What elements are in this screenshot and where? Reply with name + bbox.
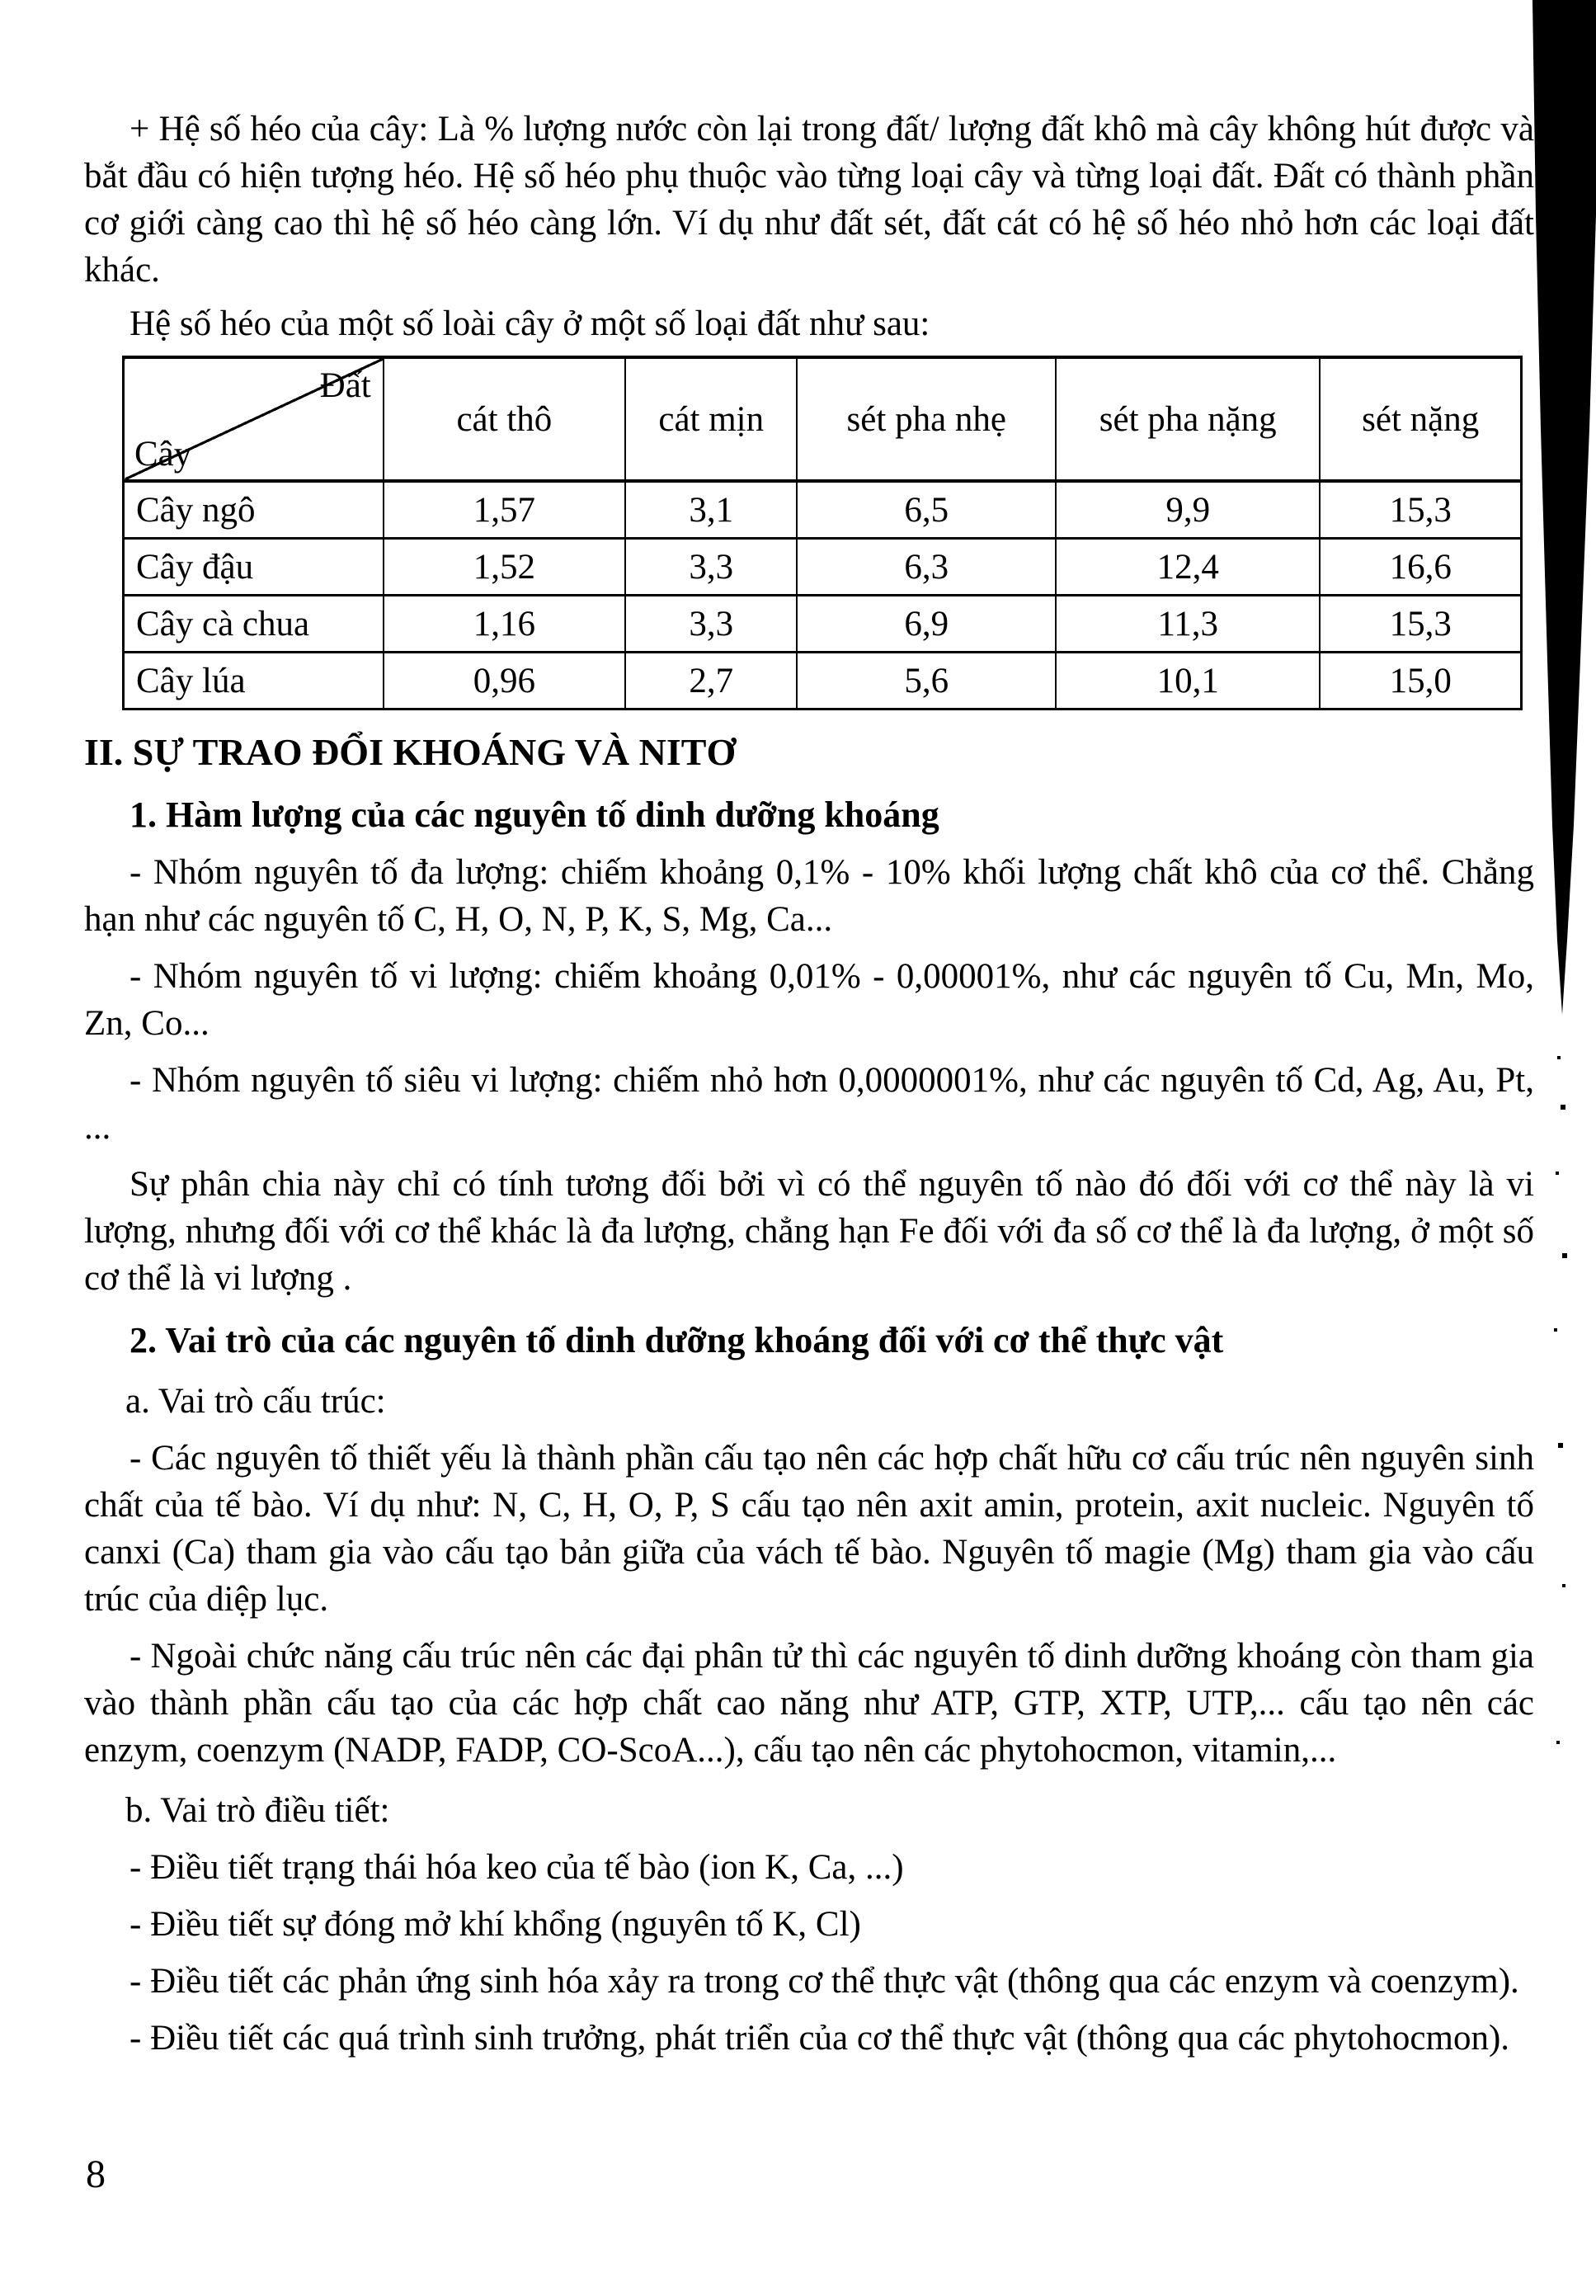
table-caption: Hệ số héo của một số loài cây ở một số loại đất như sau: bbox=[129, 304, 930, 343]
page-number: 8 bbox=[86, 2152, 106, 2196]
table-corner-cell bbox=[124, 357, 384, 481]
table-header-row bbox=[124, 357, 1522, 481]
cell-value: 9,9 bbox=[1056, 481, 1320, 539]
list-item: - Điều tiết các phản ứng sinh hóa xảy ra trong cơ thể thực vật (thông qua các enzym và coenzym). bbox=[129, 1962, 1519, 2001]
column-header: sét pha nặng bbox=[1056, 357, 1320, 481]
intro-paragraph: + Hệ số héo của cây: Là % lượng nước còn lại trong đất/ lượng đất khô mà cây không hút được và bắt đầu có hiện tượng héo. Hệ số héo phụ thuộc vào từng loại cây và từng loại đất. Đất có thành phần cơ giới càng cao thì hệ số héo càng lớn. Ví dụ như đất sét, đất cát có hệ số héo nhỏ hơn các loại đất khác. bbox=[84, 110, 1534, 290]
table-row bbox=[124, 596, 1522, 653]
paragraph-structural-role-1: - Các nguyên tố thiết yếu là thành phần cấu tạo nên các hợp chất hữu cơ cấu trúc nên nguyên sinh chất của tế bào. Ví dụ như: N, C, H, O, P, S cấu tạo nên axit amin, protein, axit nucleic. Nguyên tố canxi (Ca) tham gia vào cấu tạo bản giữa của vách tế bào. Nguyên tố magie (Mg) tham gia vào cấu trúc của diệp lục. bbox=[84, 1439, 1534, 1619]
table-row bbox=[124, 481, 1522, 539]
table-row bbox=[124, 653, 1522, 710]
cell-value: 16,6 bbox=[1320, 539, 1521, 596]
column-header: cát mịn bbox=[625, 357, 797, 481]
paragraph-ultramicro-elements: - Nhóm nguyên tố siêu vi lượng: chiếm nhỏ hơn 0,0000001%, như các nguyên tố Cd, Ag, Au, Pt, ... bbox=[84, 1061, 1534, 1147]
cell-value: 3,3 bbox=[625, 539, 797, 596]
cell-value: 15,3 bbox=[1320, 481, 1521, 539]
list-item: - Điều tiết các quá trình sinh trưởng, phát triển của cơ thể thực vật (thông qua các phytohocmon). bbox=[129, 2019, 1510, 2058]
section-heading: II. SỰ TRAO ĐỔI KHOÁNG VÀ NITƠ bbox=[84, 731, 737, 773]
wilting-table-body bbox=[124, 481, 1522, 710]
paragraph-macro-elements: - Nhóm nguyên tố đa lượng: chiếm khoảng 0,1% - 10% khối lượng chất khô của cơ thể. Chẳng hạn như các nguyên tố C, H, O, N, P, K, S, Mg, Ca... bbox=[84, 853, 1534, 939]
cell-value: 15,0 bbox=[1320, 653, 1521, 710]
cell-value: 15,3 bbox=[1320, 596, 1521, 653]
cell-value: 11,3 bbox=[1056, 596, 1320, 653]
cell-value: 1,52 bbox=[384, 539, 625, 596]
row-label: Cây cà chua bbox=[124, 596, 384, 653]
column-header: sét nặng bbox=[1320, 357, 1521, 481]
scan-binding-shadow bbox=[1526, 0, 1596, 1485]
list-item: - Điều tiết sự đóng mở khí khổng (nguyên tố K, Cl) bbox=[129, 1905, 861, 1944]
regulation-list bbox=[84, 1844, 1534, 2062]
cell-value: 3,1 bbox=[625, 481, 797, 539]
column-header: cát thô bbox=[384, 357, 625, 481]
scan-noise-speckles bbox=[1557, 1056, 1561, 1059]
row-label: Cây ngô bbox=[124, 481, 384, 539]
cell-value: 5,6 bbox=[797, 653, 1056, 710]
table-row bbox=[124, 539, 1522, 596]
row-label: Cây lúa bbox=[124, 653, 384, 710]
subsection-2-heading: 2. Vai trò của các nguyên tố dinh dưỡng khoáng đối với cơ thể thực vật bbox=[129, 1320, 1224, 1360]
cell-value: 6,5 bbox=[797, 481, 1056, 539]
paragraph-structural-role-2: - Ngoài chức năng cấu trúc nên các đại phân tử thì các nguyên tố dinh dưỡng khoáng còn tham gia vào thành phần cấu tạo của các hợp chất cao năng như ATP, GTP, XTP, UTP,... cấu tạo nên các enzym, coenzym (NADP, FADP, CO-ScoA...), cấu tạo nên các phytohocmon, vitamin,... bbox=[84, 1637, 1534, 1770]
cell-value: 1,57 bbox=[384, 481, 625, 539]
cell-value: 0,96 bbox=[384, 653, 625, 710]
wilting-coefficient-table bbox=[122, 356, 1523, 710]
cell-value: 12,4 bbox=[1056, 539, 1320, 596]
cell-value: 6,9 bbox=[797, 596, 1056, 653]
corner-label-dat: Đất bbox=[319, 366, 371, 405]
list-item: - Điều tiết trạng thái hóa keo của tế bào (ion K, Ca, ...) bbox=[129, 1848, 904, 1887]
cell-value: 10,1 bbox=[1056, 653, 1320, 710]
row-label: Cây đậu bbox=[124, 539, 384, 596]
cell-value: 1,16 bbox=[384, 596, 625, 653]
cell-value: 6,3 bbox=[797, 539, 1056, 596]
subsection-1-heading: 1. Hàm lượng của các nguyên tố dinh dưỡng khoáng bbox=[129, 794, 939, 835]
paragraph-classification-note: Sự phân chia này chỉ có tính tương đối bởi vì có thể nguyên tố nào đó đối với cơ thể này là vi lượng, nhưng đối với cơ thể khác là đa lượng, chẳng hạn Fe đối với đa số cơ thể là đa lượng, ở một số cơ thể là vi lượng . bbox=[84, 1165, 1534, 1298]
paragraph-micro-elements: - Nhóm nguyên tố vi lượng: chiếm khoảng 0,01% - 0,00001%, như các nguyên tố Cu, Mn, Mo, Zn, Co... bbox=[84, 957, 1534, 1043]
corner-label-cay: Cây bbox=[134, 435, 192, 474]
structural-role-heading: a. Vai trò cấu trúc: bbox=[125, 1382, 386, 1421]
column-header: sét pha nhẹ bbox=[797, 357, 1056, 481]
cell-value: 2,7 bbox=[625, 653, 797, 710]
regulatory-role-heading: b. Vai trò điều tiết: bbox=[125, 1791, 390, 1830]
page-content bbox=[84, 96, 1534, 2062]
cell-value: 3,3 bbox=[625, 596, 797, 653]
